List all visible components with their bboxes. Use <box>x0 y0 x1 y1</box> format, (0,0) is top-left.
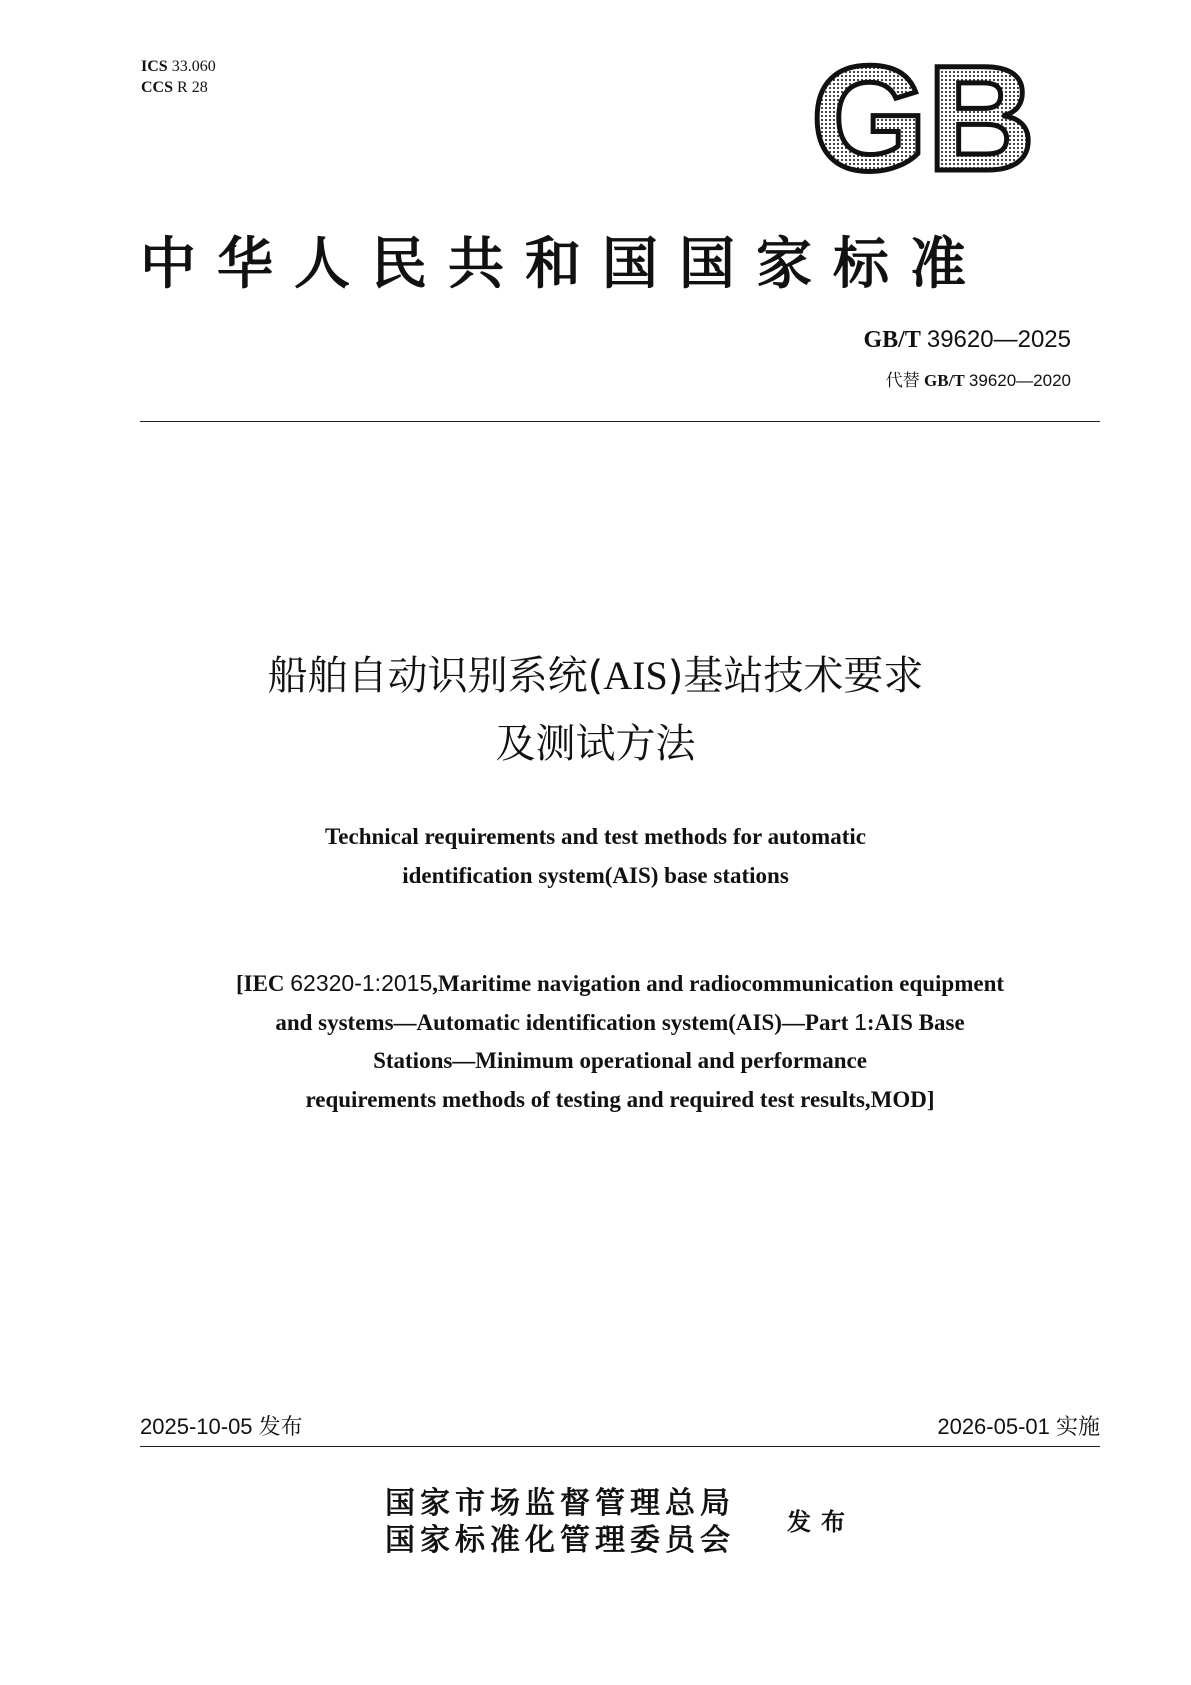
title-cn-line1-a: 船舶自动识别系统( <box>267 653 604 699</box>
issuer-sac: 国家标准化管理委员会 <box>385 1523 735 1558</box>
iec-ref-l2-num: 1 <box>854 1009 867 1035</box>
header-divider <box>140 421 1100 422</box>
iec-ref-l1-num: 62320-1:2015 <box>290 970 433 996</box>
standard-number <box>864 326 1072 354</box>
iec-reference-line4: requirements methods of testing and required test results,MOD] <box>305 1087 935 1112</box>
issue-word: 发布 <box>787 1507 855 1536</box>
title-cn-line1-b: AIS <box>603 653 668 698</box>
title-en-line1: Technical requirements and test methods for automatic <box>325 824 866 849</box>
iec-ref-l2-a: and systems—Automatic identification system(AIS)—Part <box>275 1010 849 1035</box>
national-standard-title: 中华人民共和国国家标准 <box>140 231 987 297</box>
ccs-code <box>141 77 216 98</box>
iec-reference-line3: Stations—Minimum operational and performance <box>373 1048 867 1073</box>
ccs-label: CCS <box>141 79 174 96</box>
title-cn-line1 <box>95 646 1096 706</box>
replaces-number: 39620—2020 <box>968 371 1071 390</box>
iec-reference-line2 <box>155 1003 1085 1042</box>
ccs-value: R 28 <box>177 79 208 96</box>
iec-ref-l1-a: [IEC <box>235 971 285 996</box>
gb-logo <box>808 58 1038 180</box>
replaces-label: 代替 <box>885 371 920 390</box>
standard-number-value: 39620—2025 <box>926 326 1071 353</box>
ics-code <box>141 56 216 77</box>
title-cn-line1-c: )基站技术要求 <box>667 653 924 699</box>
title-en-line2: identification system(AIS) base stations <box>402 863 789 888</box>
issue-date: 2025-10-05 发布 <box>140 1414 303 1439</box>
ics-value: 33.060 <box>171 58 216 75</box>
footer-divider <box>140 1446 1100 1447</box>
classification-codes <box>141 56 216 98</box>
gb-logo-text: GB <box>811 58 1035 180</box>
implementation-date: 2026-05-01 实施 <box>937 1414 1100 1439</box>
replaces-standard <box>886 366 1071 391</box>
standard-prefix: GB/T <box>863 327 921 353</box>
issuer-samr: 国家市场监督管理总局 <box>385 1486 735 1521</box>
iec-ref-l2-b: :AIS Base <box>866 1010 965 1035</box>
iec-reference-line1 <box>155 964 1085 1003</box>
ics-label: ICS <box>141 58 168 75</box>
title-cn-line2: 及测试方法 <box>495 721 696 767</box>
issuing-authorities <box>385 1485 735 1559</box>
iec-ref-l1-b: ,Maritime navigation and radiocommunication equipment <box>432 971 1005 996</box>
replaces-prefix: GB/T <box>924 371 965 390</box>
